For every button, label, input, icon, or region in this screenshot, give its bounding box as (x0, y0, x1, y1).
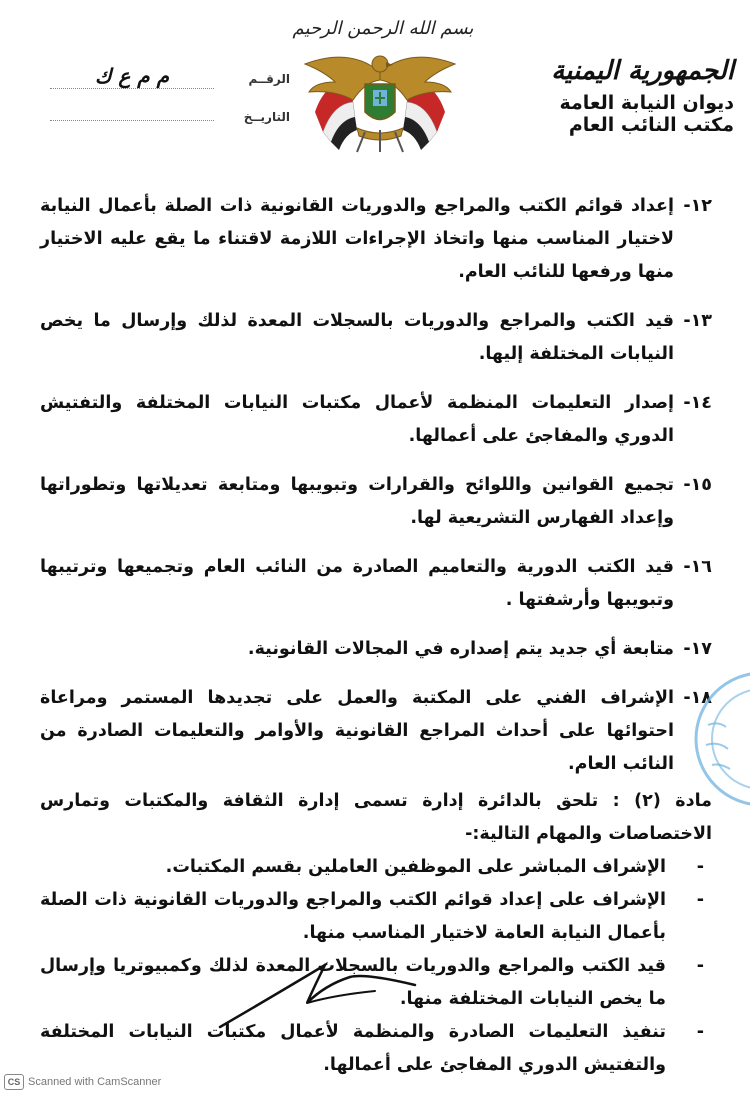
list-item (40, 305, 712, 371)
list-item (40, 469, 712, 535)
date-label: التاريــخ (243, 110, 290, 124)
bullet-dash: - (696, 956, 704, 976)
national-emblem-icon (295, 42, 465, 154)
item-text: قيد الكتب والمراجع والدوريات بالسجلات المعدة لذلك وإرسال ما يخص النيابات المختلفة إليها. (40, 311, 674, 364)
bullet-text: الإشراف على إعداد قوائم الكتب والمراجع والدوريات القانونية ذات الصلة بأعمال النيابة العامة لاختيار المناسب منها. (40, 890, 666, 943)
item-number: ١٨- (683, 688, 712, 708)
country-name: الجمهورية اليمنية (551, 56, 734, 86)
item-text: الإشراف الفني على المكتبة والعمل على تجديدها المستمر ومراعاة احتوائها على أحداث المراجع القانونية والأوامر والتعليمات الصادرة من النائب العام. (40, 688, 674, 774)
basmala: بسم الله الرحمن الرحيم (292, 18, 474, 39)
bullet-text: تنفيذ التعليمات الصادرة والمنظمة لأعمال مكتبات النيابات المختلفة والتفتيش الدوري المفاجئ على أعمالها. (40, 1022, 666, 1075)
scanner-text: Scanned with CamScanner (28, 1076, 162, 1088)
date-row (50, 100, 290, 136)
list-item (40, 387, 712, 453)
bullet-dash: - (696, 857, 704, 877)
reference-value: م م ع ك (50, 64, 214, 89)
item-number: ١٧- (683, 639, 712, 659)
date-value (50, 100, 214, 121)
bullet-text: الإشراف المباشر على الموظفين العاملين بقسم المكتبات. (165, 857, 666, 877)
item-number: ١٥- (683, 475, 712, 495)
item-text: إعداد قوائم الكتب والمراجع والدوريات القانونية ذات الصلة بأعمال النيابة لاختيار المناسب منها واتخاذ الإجراءات اللازمة لاقتناء ما يقع عليه الاختيار منها ورفعها للنائب العام. (40, 196, 674, 282)
item-text: متابعة أي جديد يتم إصداره في المجالات القانونية. (247, 639, 674, 659)
item-number: ١٤- (683, 393, 712, 413)
item-text: قيد الكتب الدورية والتعاميم الصادرة من النائب العام وتجميعها وترتيبها وتبويبها وأرشفتها . (40, 557, 674, 610)
list-item (40, 633, 712, 666)
bullet-dash: - (696, 1022, 704, 1042)
reference-label: الرقــم (248, 72, 290, 86)
letterhead-left (50, 64, 290, 136)
document-body (40, 190, 712, 1082)
list-item (40, 682, 712, 781)
official-stamp-icon (690, 665, 750, 813)
item-number: ١٦- (683, 557, 712, 577)
item-number: ١٣- (683, 311, 712, 331)
letterhead-right (524, 56, 734, 136)
signature-icon (215, 955, 420, 1035)
bullet-item (40, 851, 712, 884)
bullet-item (40, 884, 712, 950)
reference-row (50, 64, 290, 100)
item-text: تجميع القوانين واللوائح والقرارات وتبويبها ومتابعة تعديلاتها وتطوراتها وإعداد الفهارس التشريعية لها. (40, 475, 674, 528)
bullet-text: قيد الكتب والمراجع والدوريات بالسجلات المعدة لذلك وكمبيوتريا وإرسال ما يخص النيابات المختلفة منها. (40, 956, 666, 1009)
department-name: ديوان النيابة العامة (559, 92, 734, 114)
item-number: ١٢- (683, 196, 712, 216)
list-item (40, 551, 712, 617)
bullet-dash: - (696, 890, 704, 910)
list-item (40, 190, 712, 289)
item-text: إصدار التعليمات المنظمة لأعمال مكتبات النيابات المختلفة والتفتيش الدوري والمفاجئ على أعمالها. (40, 393, 674, 446)
scanner-footer (4, 1074, 161, 1090)
camscanner-logo-icon: CS (4, 1074, 24, 1090)
office-name: مكتب النائب العام (568, 114, 734, 136)
article-heading: مادة (٢) : تلحق بالدائرة إدارة تسمى إدارة الثقافة والمكتبات وتمارس الاختصاصات والمهام التالية:- (40, 791, 712, 844)
